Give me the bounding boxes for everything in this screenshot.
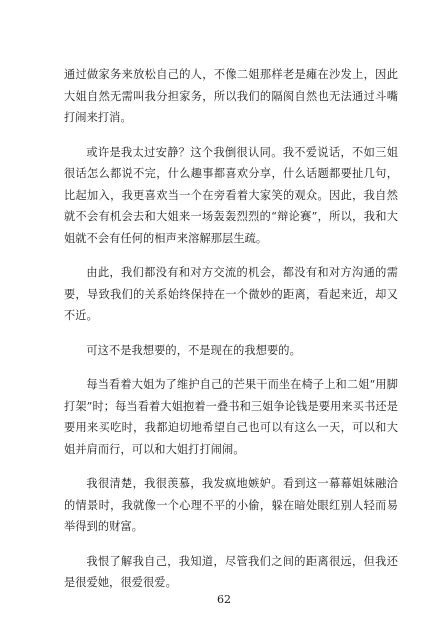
paragraph-1: 通过做家务来放松自己的人，不像二姐那样老是瘫在沙发上，因此大姐自然无需叫我分担家务，所以我们的隔阂自然也无法通过斗嘴打闹来打消。 (64, 68, 398, 124)
paragraph-6: 我很清楚，我很羡慕，我发疯地嫉妒。看到这一幕幕姐妹融洽的情景时，我就像一个心理不平的小偷，躲在暗处眼红别人轻而易举得到的财富。 (64, 477, 398, 533)
paragraph-5: 每当看着大姐为了维护自己的芒果干而坐在椅子上和二姐“用脚打架”时；每当看着大姐抱着一叠书和三姐争论钱是要用来买书还是要用来买吃时，我都迫切地希望自己也可以有这么一天，可以和大姐并肩而行，可以和大姐打打闹闹。 (64, 378, 398, 456)
body-text (64, 64, 398, 607)
page-number: 62 (217, 593, 231, 606)
paragraph-2: 或许是我太过安静？这个我倒很认同。我不爱说话，不如三姐很话怎么都说不完，什么趣事都喜欢分享，什么话题都要扯几句，比起加入，我更喜欢当一个在旁看着大家笑的观众。因此，我自然就不会有机会去和大姐来一场轰轰烈烈的“辩论赛”，所以，我和大姐就不会有任何的相声来溶解那层生疏。 (64, 145, 398, 245)
paragraph-7: 我恨了解我自己，我知道，尽管我们之间的距离很远，但我还是很爱她，很爱很爱。 (64, 554, 398, 589)
paragraph-3: 由此，我们都没有和对方交流的机会，都没有和对方沟通的需要，导致我们的关系始终保持在一个微妙的距离，看起来近，却又不近。 (64, 266, 398, 322)
paragraph-4: 可这不是我想要的，不是现在的我想要的。 (86, 343, 301, 357)
